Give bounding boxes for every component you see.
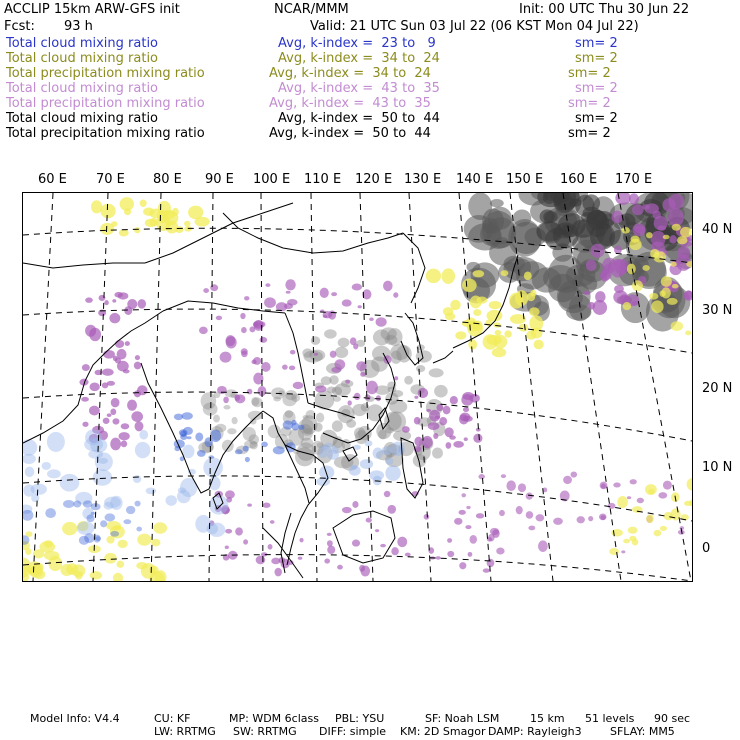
forecast-label: Fcst: — [4, 19, 35, 34]
surface-layer: SFLAY: MM5 — [610, 725, 675, 738]
field-avg: Avg, k-index = 50 to 44 — [278, 111, 440, 126]
lon-label: 80 E — [153, 172, 182, 187]
lon-label: 110 E — [304, 172, 342, 187]
diffusion: DIFF: simple — [319, 725, 387, 738]
microphysics: MP: WDM 6class — [229, 712, 319, 725]
lon-label: 150 E — [506, 172, 544, 187]
field-sm: sm= 2 — [568, 66, 611, 81]
lon-label: 90 E — [205, 172, 234, 187]
field-avg: Avg, k-index = 43 to 35 — [269, 96, 431, 111]
lon-label: 60 E — [38, 172, 67, 187]
cloud-fields — [23, 193, 692, 581]
cumulus-scheme: CU: KF — [154, 712, 191, 725]
plot-title: ACCLIP 15km ARW-GFS init — [4, 2, 180, 17]
field-sm: sm= 2 — [575, 36, 618, 51]
km-option: KM: 2D Smagor — [400, 725, 486, 738]
field-avg: Avg, k-index = 23 to 9 — [278, 36, 436, 51]
field-name: Total precipitation mixing ratio — [6, 66, 205, 81]
field-avg: Avg, k-index = 43 to 35 — [278, 81, 440, 96]
lon-label: 160 E — [560, 172, 598, 187]
time-step: 90 sec — [654, 712, 691, 725]
longwave-scheme: LW: RRTMG — [154, 725, 216, 738]
field-name: Total precipitation mixing ratio — [6, 96, 205, 111]
lon-label: 120 E — [355, 172, 393, 187]
field-sm: sm= 2 — [575, 51, 618, 66]
model-version: Model Info: V4.4 — [30, 712, 120, 725]
organization: NCAR/MMM — [274, 2, 349, 17]
field-name: Total cloud mixing ratio — [6, 36, 159, 51]
lat-label: 20 N — [702, 381, 733, 396]
map-panel — [22, 192, 693, 582]
init-time: Init: 00 UTC Thu 30 Jun 22 — [519, 2, 690, 17]
lat-label: 10 N — [702, 460, 733, 475]
lon-label: 130 E — [404, 172, 442, 187]
lon-label: 170 E — [615, 172, 653, 187]
lon-label: 140 E — [456, 172, 494, 187]
field-avg: Avg, k-index = 50 to 44 — [269, 126, 431, 141]
field-name: Total cloud mixing ratio — [6, 111, 159, 126]
shortwave-scheme: SW: RRTMG — [233, 725, 297, 738]
lat-label: 0 — [702, 541, 711, 556]
pbl-scheme: PBL: YSU — [335, 712, 385, 725]
vertical-levels: 51 levels — [585, 712, 635, 725]
lat-label: 30 N — [702, 303, 733, 318]
lat-label: 40 N — [702, 222, 733, 237]
resolution: 15 km — [530, 712, 565, 725]
field-sm: sm= 2 — [575, 81, 618, 96]
field-sm: sm= 2 — [575, 111, 618, 126]
field-sm: sm= 2 — [568, 126, 611, 141]
surface-scheme: SF: Noah LSM — [425, 712, 500, 725]
field-avg: Avg, k-index = 34 to 24 — [269, 66, 431, 81]
field-name: Total cloud mixing ratio — [6, 51, 159, 66]
field-sm: sm= 2 — [568, 96, 611, 111]
forecast-hour: 93 h — [64, 19, 93, 34]
valid-time: Valid: 21 UTC Sun 03 Jul 22 (06 KST Mon 04 Jul 22) — [310, 19, 639, 34]
damping: DAMP: Rayleigh3 — [488, 725, 582, 738]
lon-label: 70 E — [96, 172, 125, 187]
field-avg: Avg, k-index = 34 to 24 — [278, 51, 440, 66]
field-name: Total precipitation mixing ratio — [6, 126, 205, 141]
field-name: Total cloud mixing ratio — [6, 81, 159, 96]
lon-label: 100 E — [253, 172, 291, 187]
map-canvas — [23, 193, 692, 581]
